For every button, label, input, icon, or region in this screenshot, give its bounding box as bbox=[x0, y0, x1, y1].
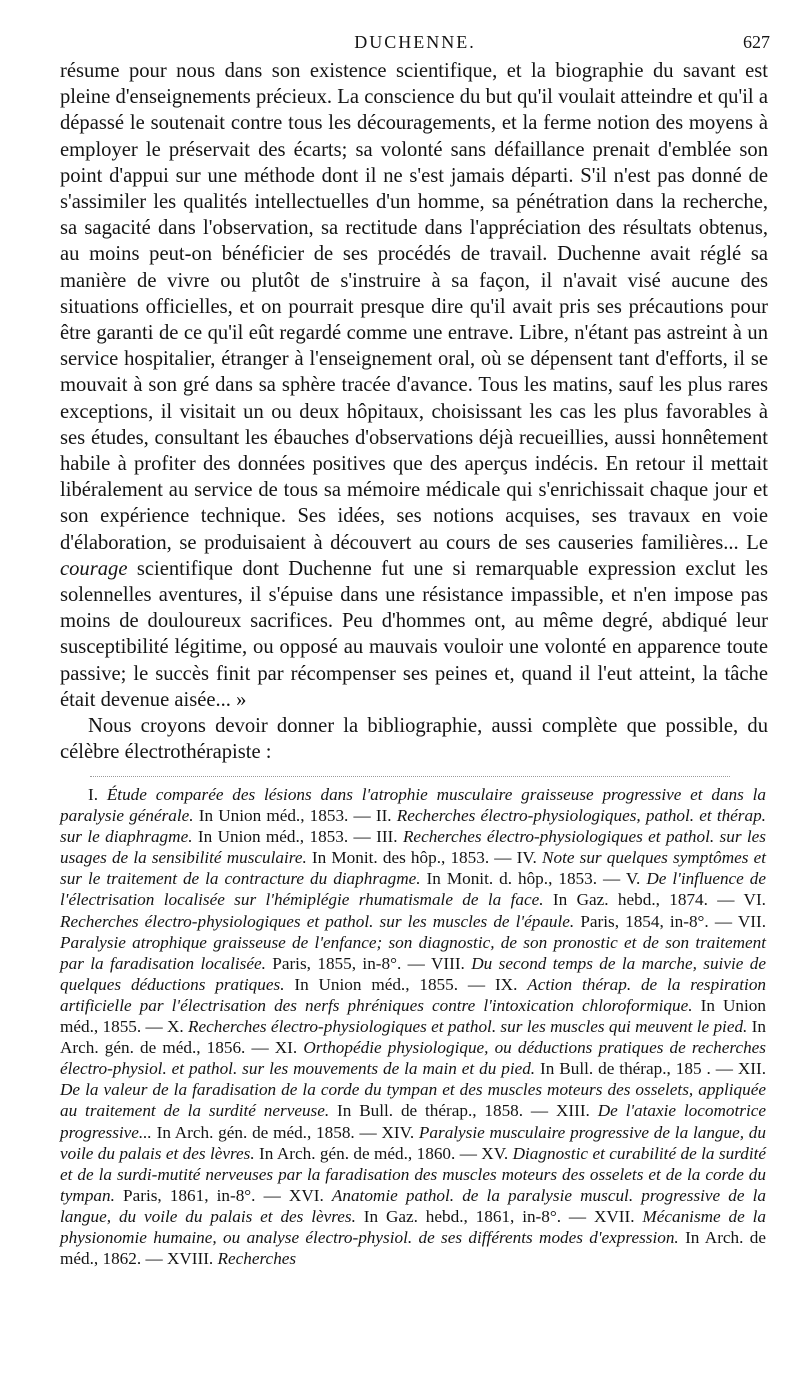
bib-title: Diagnostic et curabilité de la surdité et de la surdi-mutité nerveuses par la faradisation des muscles moteurs des osselets et de la corde du tympan. bbox=[60, 1143, 766, 1205]
bib-source: In Monit. des hôp., 1853. — bbox=[306, 848, 517, 868]
bib-source: In Gaz. hebd., 1861, in-8°. — bbox=[355, 1206, 594, 1226]
main-text bbox=[60, 58, 768, 765]
bib-title: Du second temps de la marche, suivie de quelques déductions pratiques. bbox=[60, 953, 766, 994]
page-header bbox=[60, 32, 770, 58]
bib-source: In Bull. de thérap., 1858. — bbox=[329, 1101, 556, 1121]
bib-title: Paralysie atrophique graisseuse de l'enfance; son diagnostic, de son pronostic et de son traitement par la faradisation localisée. bbox=[60, 932, 766, 973]
bib-number: XIII. bbox=[555, 1101, 598, 1121]
bib-entry-18 bbox=[167, 1249, 296, 1268]
bib-title: Paralysie musculaire progressive de la langue, du voile du palais et des lèvres. bbox=[60, 1122, 766, 1163]
footnote-separator bbox=[90, 776, 730, 777]
bib-source: In Gaz. hebd., 1874. — bbox=[543, 890, 744, 910]
bib-number: I. bbox=[88, 785, 107, 804]
bib-number: XIV. bbox=[381, 1122, 419, 1142]
bib-number: II. bbox=[375, 806, 397, 826]
bib-number: XV. bbox=[481, 1143, 513, 1163]
page-number: 627 bbox=[743, 32, 770, 52]
quote-text-start: résume pour nous dans son existence scientifique, et la biographie du savant est pleine d'enseignements précieux. La conscience du but qu'il voulait atteindre et qu'il a dépassé le soutenait contre tous les découragements, et la ferme notion des moyens à employer le préservait des écarts; sa volonté sans défaillance prenait d'emblée son point d'appui sur une méthode dont il ne s'est jamais départi. S'il n'est pas donné de s'assimiler les qualités intellectuelles d'un homme, sa pénétration dans la recherche, sa sagacité dans l'observation, sa rectitude dans l'appréciation des résultats obtenus, au moins peut-on bénéficier de ses procédés de travail. Duchenne avait réglé sa manière de vivre ou plutôt de s'instruire à sa façon, il n'avait visé aucune des situations officielles, et on pourrait presque dire qu'il avait pris ses précautions pour être garanti de ce qu'il eût regardé comme une entrave. Libre, n'étant pas astreint à un service hospitalier, étranger à l'enseignement oral, où se dépensent tant d'efforts, il se mouvait à son gré dans sa sphère tracée d'avance. Tous les matins, sauf les plus rares exceptions, il visitait un ou deux hôpitaux, choisissant les cas les plus favorables à ses études, consultant les ébauches d'observations déjà recueillies, aussi honnêtement habile à profiter des données positives que des aperçus indécis. En retour il mettait libéralement au service de tous sa mémoire médicale qui s'enrichissait chaque jour et son expérience technique. Ses idées, ses notions acquises, ses travaux en voie d'élaboration, se produisaient à découvert au cours de ses causeries familières... Le bbox=[60, 60, 768, 554]
bib-title: Recherches électro-physiologiques et pathol. sur les muscles de l'épaule. bbox=[60, 911, 575, 931]
bib-number: XI. bbox=[274, 1038, 304, 1058]
bib-title: Orthopédie physiologique, ou déductions pratiques de recherches électro-physiol. et pathol. sur les mouvements de la main et du pied. bbox=[60, 1038, 766, 1079]
bib-title: Recherches bbox=[217, 1249, 297, 1269]
quote-italic-word: courage bbox=[60, 557, 128, 580]
bib-source: Paris, 1855, in-8°. — bbox=[265, 953, 431, 973]
bibliography-list bbox=[60, 784, 766, 1269]
bib-number: IV. bbox=[516, 848, 543, 868]
bib-source: In Union méd., 1855. — bbox=[284, 974, 495, 994]
running-title: DUCHENNE. bbox=[354, 32, 476, 52]
bib-title: Étude comparée des lésions dans l'atrophie musculaire graisseuse progressive et dans la paralysie générale. bbox=[60, 785, 766, 826]
bib-number: VIII. bbox=[430, 953, 472, 973]
bib-source: In Union méd., 1853. — bbox=[193, 806, 376, 826]
paragraph-bibliography-intro: Nous croyons devoir donner la bibliographie, aussi complète que possible, du célèbre électrothérapiste : bbox=[60, 715, 768, 764]
bib-source: In Monit. d. hôp., 1853. — bbox=[420, 869, 626, 889]
bib-source: In Arch. gén. de méd., 1858. — bbox=[151, 1122, 382, 1142]
bib-source: In Union méd., 1853. — bbox=[192, 827, 377, 847]
bib-source: In Arch. gén. de méd., 1856. — bbox=[60, 1017, 766, 1058]
bib-title: De la valeur de la faradisation de la corde du tympan et des muscles moteurs des osselets, appliquée au traitement de la surdité nerveuse. bbox=[60, 1080, 766, 1121]
bib-title: Recherches électro-physiologiques, pathol. et thérap. sur le diaphragme. bbox=[60, 806, 766, 847]
bib-number: VII. bbox=[737, 911, 766, 931]
bib-number: XII. bbox=[737, 1059, 766, 1079]
bib-title: Recherches électro-physiologiques et pathol. sur les usages de la sensibilité musculaire. bbox=[60, 827, 766, 868]
bib-title: Note sur quelques symptômes et sur le traitement de la contracture du diaphragme. bbox=[60, 848, 766, 889]
bib-number: III. bbox=[376, 827, 403, 847]
bib-title: Recherches électro-physiologiques et pathol. sur les muscles qui meuvent le pied. bbox=[188, 1017, 748, 1037]
bib-source: In Arch. de méd., 1862. — bbox=[60, 1227, 766, 1269]
bib-title: Anatomie pathol. de la paralysie muscul. progressive de la langue, du voile du palais et des lèvres. bbox=[60, 1185, 766, 1226]
bib-number: IX. bbox=[494, 974, 528, 994]
bib-source: In Arch. gén. de méd., 1860. — bbox=[254, 1143, 482, 1163]
bib-number: XVII. bbox=[593, 1206, 643, 1226]
bib-number: VI. bbox=[743, 890, 766, 910]
bib-source: In Union méd., 1855. — bbox=[60, 995, 766, 1037]
bib-source: Paris, 1861, in-8°. — bbox=[114, 1185, 289, 1205]
paragraph-quote bbox=[60, 58, 768, 713]
bib-number: V. bbox=[625, 869, 647, 889]
bib-source: In Bull. de thérap., 185 . — bbox=[535, 1059, 738, 1079]
quote-text-end: scientifique dont Duchenne fut une si remarquable expression exclut les solennelles aventures, il s'épuise dans une résistance impassible, et n'en impose pas moins de douloureux sacrifices. Peu d'hommes ont, au même degré, abdiqué leur susceptibilité légitime, ou opposé au mauvais vouloir une volonté en apparence toute passive; le succès finit par récompenser ses peines et, quand il l'eut atteint, la tâche était devenue aisée... » bbox=[60, 557, 768, 711]
bib-title: Action thérap. de la respiration artificielle par l'électrisation des nerfs phréniques contre l'intoxication chloroformique. bbox=[60, 974, 767, 1015]
bib-title: De l'ataxie locomotrice progressive... bbox=[60, 1101, 766, 1142]
bib-title: De l'influence de l'électrisation localisée sur l'hémiplégie rhumatismale de la face. bbox=[60, 869, 767, 910]
bib-number: X. bbox=[167, 1017, 189, 1037]
bib-title: Mécanisme de la physionomie humaine, ou analyse électro-physiol. de ses différents modes d'expression. bbox=[60, 1206, 766, 1247]
bib-source: Paris, 1854, in-8°. — bbox=[574, 911, 738, 931]
bibliography-notes bbox=[60, 784, 766, 1269]
bib-number: XVI. bbox=[288, 1185, 332, 1205]
bib-number: XVIII. bbox=[166, 1249, 218, 1269]
